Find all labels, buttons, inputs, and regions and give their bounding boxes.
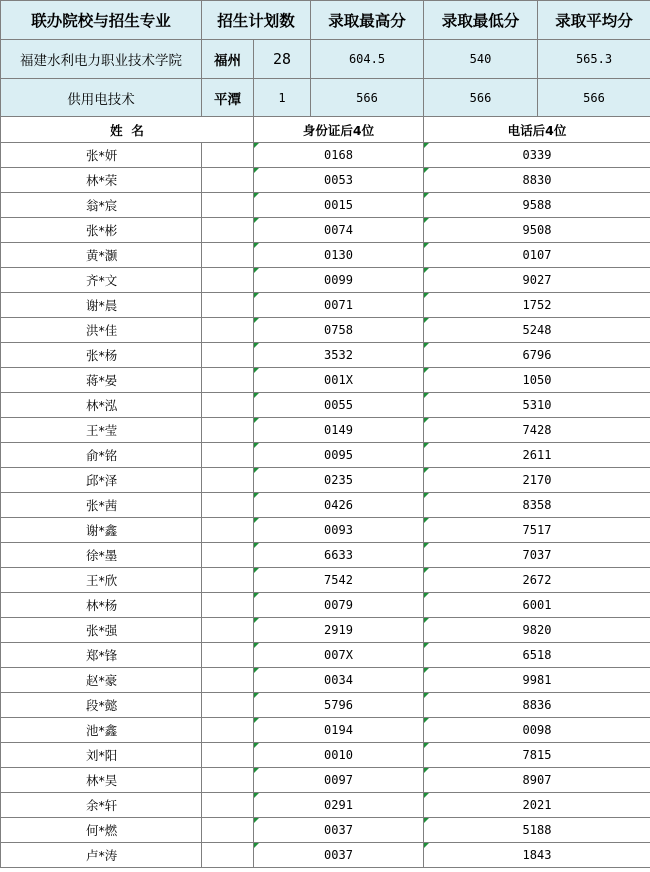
phone-last4-cell bbox=[424, 793, 650, 818]
id-last4-cell bbox=[254, 318, 424, 343]
table-row bbox=[1, 718, 650, 743]
text-format-indicator-icon bbox=[254, 743, 259, 748]
empty-cell bbox=[202, 618, 254, 643]
text-format-indicator-icon bbox=[254, 368, 259, 373]
student-name: 谢*晨 bbox=[1, 293, 202, 318]
text-format-indicator-icon bbox=[424, 443, 429, 448]
id-last4-cell bbox=[254, 343, 424, 368]
phone-last4: 9981 bbox=[522, 673, 552, 687]
empty-cell bbox=[202, 593, 254, 618]
header-min-score: 录取最低分 bbox=[424, 1, 538, 40]
text-format-indicator-icon bbox=[254, 443, 259, 448]
student-name: 俞*铭 bbox=[1, 443, 202, 468]
id-last4-cell bbox=[254, 543, 424, 568]
table-row bbox=[1, 843, 650, 868]
phone-last4-cell bbox=[424, 843, 650, 868]
student-name: 蒋*晏 bbox=[1, 368, 202, 393]
text-format-indicator-icon bbox=[254, 243, 259, 248]
text-format-indicator-icon bbox=[254, 193, 259, 198]
empty-cell bbox=[202, 793, 254, 818]
avg-score: 565.3 bbox=[538, 40, 650, 79]
text-format-indicator-icon bbox=[254, 143, 259, 148]
header-phone-last4: 电话后4位 bbox=[424, 117, 650, 143]
text-format-indicator-icon bbox=[254, 693, 259, 698]
text-format-indicator-icon bbox=[424, 618, 429, 623]
phone-last4: 6796 bbox=[522, 348, 552, 362]
text-format-indicator-icon bbox=[424, 493, 429, 498]
table-row bbox=[1, 818, 650, 843]
student-name: 张*杨 bbox=[1, 343, 202, 368]
text-format-indicator-icon bbox=[424, 668, 429, 673]
table-row bbox=[1, 268, 650, 293]
phone-last4: 5188 bbox=[522, 823, 552, 837]
phone-last4: 7815 bbox=[522, 748, 552, 762]
id-last4-cell bbox=[254, 768, 424, 793]
empty-cell bbox=[202, 318, 254, 343]
phone-last4-cell bbox=[424, 193, 650, 218]
phone-last4-cell bbox=[424, 493, 650, 518]
phone-last4: 0098 bbox=[522, 723, 552, 737]
student-name: 段*懿 bbox=[1, 693, 202, 718]
table-row bbox=[1, 618, 650, 643]
empty-cell bbox=[202, 693, 254, 718]
id-last4-cell bbox=[254, 193, 424, 218]
phone-last4-cell bbox=[424, 218, 650, 243]
phone-last4: 8830 bbox=[522, 173, 552, 187]
text-format-indicator-icon bbox=[254, 393, 259, 398]
admission-summary-table bbox=[0, 0, 650, 117]
phone-last4-cell bbox=[424, 768, 650, 793]
id-last4: 0095 bbox=[324, 448, 353, 462]
id-last4: 3532 bbox=[324, 348, 353, 362]
phone-last4: 9508 bbox=[522, 223, 552, 237]
table-row bbox=[1, 543, 650, 568]
id-last4: 0097 bbox=[324, 773, 353, 787]
phone-last4-cell bbox=[424, 268, 650, 293]
id-last4: 7542 bbox=[324, 573, 353, 587]
table-row bbox=[1, 393, 650, 418]
text-format-indicator-icon bbox=[254, 268, 259, 273]
text-format-indicator-icon bbox=[254, 468, 259, 473]
text-format-indicator-icon bbox=[254, 793, 259, 798]
text-format-indicator-icon bbox=[424, 143, 429, 148]
phone-last4-cell bbox=[424, 393, 650, 418]
id-last4: 0079 bbox=[324, 598, 353, 612]
phone-last4: 9588 bbox=[522, 198, 552, 212]
student-name: 池*鑫 bbox=[1, 718, 202, 743]
phone-last4-cell bbox=[424, 168, 650, 193]
phone-last4-cell bbox=[424, 518, 650, 543]
phone-last4-cell bbox=[424, 568, 650, 593]
table-row bbox=[1, 418, 650, 443]
id-last4: 0099 bbox=[324, 273, 353, 287]
phone-last4-cell bbox=[424, 718, 650, 743]
campus-label: 平潭 bbox=[202, 79, 254, 117]
avg-score: 566 bbox=[538, 79, 650, 117]
text-format-indicator-icon bbox=[254, 218, 259, 223]
text-format-indicator-icon bbox=[424, 593, 429, 598]
text-format-indicator-icon bbox=[254, 668, 259, 673]
empty-cell bbox=[202, 468, 254, 493]
id-last4-cell bbox=[254, 743, 424, 768]
phone-last4-cell bbox=[424, 818, 650, 843]
id-last4: 0071 bbox=[324, 298, 353, 312]
phone-last4-cell bbox=[424, 143, 650, 168]
text-format-indicator-icon bbox=[254, 568, 259, 573]
student-name: 林*泓 bbox=[1, 393, 202, 418]
phone-last4: 0107 bbox=[522, 248, 552, 262]
text-format-indicator-icon bbox=[254, 293, 259, 298]
text-format-indicator-icon bbox=[254, 593, 259, 598]
text-format-indicator-icon bbox=[254, 343, 259, 348]
text-format-indicator-icon bbox=[424, 268, 429, 273]
student-name: 郑*锋 bbox=[1, 643, 202, 668]
phone-last4: 9820 bbox=[522, 623, 552, 637]
table-row bbox=[1, 768, 650, 793]
id-last4: 0015 bbox=[324, 198, 353, 212]
empty-cell bbox=[202, 368, 254, 393]
phone-last4: 7517 bbox=[522, 523, 552, 537]
header-plan: 招生计划数 bbox=[202, 1, 311, 40]
text-format-indicator-icon bbox=[254, 418, 259, 423]
student-name: 谢*鑫 bbox=[1, 518, 202, 543]
text-format-indicator-icon bbox=[254, 543, 259, 548]
id-last4-cell bbox=[254, 693, 424, 718]
id-last4: 007X bbox=[324, 648, 353, 662]
text-format-indicator-icon bbox=[254, 643, 259, 648]
max-score: 566 bbox=[311, 79, 424, 117]
id-last4: 0130 bbox=[324, 248, 353, 262]
phone-last4: 8907 bbox=[522, 773, 552, 787]
text-format-indicator-icon bbox=[424, 518, 429, 523]
empty-cell bbox=[202, 443, 254, 468]
header-name: 姓 名 bbox=[1, 117, 254, 143]
text-format-indicator-icon bbox=[254, 618, 259, 623]
table-row bbox=[1, 468, 650, 493]
id-last4: 5796 bbox=[324, 698, 353, 712]
empty-cell bbox=[202, 243, 254, 268]
text-format-indicator-icon bbox=[424, 318, 429, 323]
empty-cell bbox=[202, 718, 254, 743]
id-last4-cell bbox=[254, 418, 424, 443]
table-row bbox=[1, 368, 650, 393]
phone-last4: 9027 bbox=[522, 273, 552, 287]
phone-last4: 8836 bbox=[522, 698, 552, 712]
id-last4-cell bbox=[254, 668, 424, 693]
phone-last4: 2170 bbox=[522, 473, 552, 487]
id-last4: 0426 bbox=[324, 498, 353, 512]
id-last4: 2919 bbox=[324, 623, 353, 637]
id-last4-cell bbox=[254, 843, 424, 868]
text-format-indicator-icon bbox=[424, 168, 429, 173]
id-last4-cell bbox=[254, 593, 424, 618]
text-format-indicator-icon bbox=[424, 743, 429, 748]
text-format-indicator-icon bbox=[254, 518, 259, 523]
id-last4: 0194 bbox=[324, 723, 353, 737]
table-row bbox=[1, 793, 650, 818]
empty-cell bbox=[202, 268, 254, 293]
empty-cell bbox=[202, 643, 254, 668]
phone-last4: 7037 bbox=[522, 548, 552, 562]
phone-last4-cell bbox=[424, 643, 650, 668]
admitted-students-table bbox=[0, 116, 650, 868]
text-format-indicator-icon bbox=[424, 193, 429, 198]
phone-last4: 2021 bbox=[522, 798, 552, 812]
id-last4-cell bbox=[254, 518, 424, 543]
phone-last4: 6001 bbox=[522, 598, 552, 612]
text-format-indicator-icon bbox=[254, 318, 259, 323]
student-name: 张*妍 bbox=[1, 143, 202, 168]
student-name: 刘*阳 bbox=[1, 743, 202, 768]
phone-last4-cell bbox=[424, 543, 650, 568]
empty-cell bbox=[202, 418, 254, 443]
text-format-indicator-icon bbox=[424, 843, 429, 848]
empty-cell bbox=[202, 143, 254, 168]
student-name: 王*欣 bbox=[1, 568, 202, 593]
text-format-indicator-icon bbox=[424, 793, 429, 798]
table-row bbox=[1, 743, 650, 768]
empty-cell bbox=[202, 818, 254, 843]
id-last4-cell bbox=[254, 718, 424, 743]
phone-last4: 0339 bbox=[522, 148, 552, 162]
table-row bbox=[1, 343, 650, 368]
text-format-indicator-icon bbox=[424, 768, 429, 773]
table-row bbox=[1, 293, 650, 318]
table-row bbox=[1, 193, 650, 218]
phone-last4-cell bbox=[424, 343, 650, 368]
phone-last4-cell bbox=[424, 243, 650, 268]
text-format-indicator-icon bbox=[424, 543, 429, 548]
student-name: 林*荣 bbox=[1, 168, 202, 193]
empty-cell bbox=[202, 843, 254, 868]
text-format-indicator-icon bbox=[424, 818, 429, 823]
phone-last4-cell bbox=[424, 318, 650, 343]
table-row bbox=[1, 518, 650, 543]
id-last4-cell bbox=[254, 643, 424, 668]
text-format-indicator-icon bbox=[424, 718, 429, 723]
id-last4: 0093 bbox=[324, 523, 353, 537]
min-score: 540 bbox=[424, 40, 538, 79]
id-last4: 0055 bbox=[324, 398, 353, 412]
empty-cell bbox=[202, 393, 254, 418]
id-last4-cell bbox=[254, 568, 424, 593]
text-format-indicator-icon bbox=[424, 468, 429, 473]
id-last4: 0235 bbox=[324, 473, 353, 487]
text-format-indicator-icon bbox=[424, 418, 429, 423]
text-format-indicator-icon bbox=[424, 343, 429, 348]
table-row bbox=[1, 668, 650, 693]
header-max-score: 录取最高分 bbox=[311, 1, 424, 40]
list-header-row bbox=[1, 117, 650, 143]
empty-cell bbox=[202, 218, 254, 243]
empty-cell bbox=[202, 168, 254, 193]
id-last4-cell bbox=[254, 168, 424, 193]
table-row bbox=[1, 643, 650, 668]
student-name: 赵*豪 bbox=[1, 668, 202, 693]
id-last4-cell bbox=[254, 368, 424, 393]
phone-last4: 1050 bbox=[522, 373, 552, 387]
student-name: 齐*文 bbox=[1, 268, 202, 293]
student-name: 张*彬 bbox=[1, 218, 202, 243]
phone-last4-cell bbox=[424, 368, 650, 393]
id-last4-cell bbox=[254, 818, 424, 843]
table-row bbox=[1, 243, 650, 268]
student-name: 邱*泽 bbox=[1, 468, 202, 493]
id-last4-cell bbox=[254, 218, 424, 243]
phone-last4: 7428 bbox=[522, 423, 552, 437]
table-row bbox=[1, 318, 650, 343]
phone-last4: 2672 bbox=[522, 573, 552, 587]
text-format-indicator-icon bbox=[254, 818, 259, 823]
summary-header-row bbox=[1, 1, 650, 40]
text-format-indicator-icon bbox=[254, 718, 259, 723]
id-last4-cell bbox=[254, 618, 424, 643]
plan-count: 28 bbox=[254, 40, 311, 79]
student-name: 王*莹 bbox=[1, 418, 202, 443]
text-format-indicator-icon bbox=[424, 643, 429, 648]
student-name: 余*轩 bbox=[1, 793, 202, 818]
id-last4: 0168 bbox=[324, 148, 353, 162]
table-row bbox=[1, 443, 650, 468]
student-name: 张*茜 bbox=[1, 493, 202, 518]
student-name: 卢*涛 bbox=[1, 843, 202, 868]
phone-last4-cell bbox=[424, 443, 650, 468]
header-avg-score: 录取平均分 bbox=[538, 1, 650, 40]
id-last4-cell bbox=[254, 243, 424, 268]
text-format-indicator-icon bbox=[424, 368, 429, 373]
id-last4-cell bbox=[254, 143, 424, 168]
major-name: 供用电技术 bbox=[1, 79, 202, 117]
id-last4: 0037 bbox=[324, 823, 353, 837]
student-name: 黄*灏 bbox=[1, 243, 202, 268]
empty-cell bbox=[202, 518, 254, 543]
id-last4: 0010 bbox=[324, 748, 353, 762]
id-last4: 0053 bbox=[324, 173, 353, 187]
empty-cell bbox=[202, 343, 254, 368]
table-row bbox=[1, 593, 650, 618]
phone-last4: 8358 bbox=[522, 498, 552, 512]
student-name: 林*杨 bbox=[1, 593, 202, 618]
phone-last4-cell bbox=[424, 593, 650, 618]
text-format-indicator-icon bbox=[254, 843, 259, 848]
summary-row-pingtan bbox=[1, 79, 650, 117]
student-name: 何*燃 bbox=[1, 818, 202, 843]
phone-last4-cell bbox=[424, 743, 650, 768]
id-last4-cell bbox=[254, 393, 424, 418]
student-name: 张*强 bbox=[1, 618, 202, 643]
table-row bbox=[1, 168, 650, 193]
plan-count: 1 bbox=[254, 79, 311, 117]
phone-last4-cell bbox=[424, 293, 650, 318]
text-format-indicator-icon bbox=[424, 393, 429, 398]
id-last4: 0074 bbox=[324, 223, 353, 237]
max-score: 604.5 bbox=[311, 40, 424, 79]
campus-label: 福州 bbox=[202, 40, 254, 79]
id-last4-cell bbox=[254, 293, 424, 318]
id-last4-cell bbox=[254, 443, 424, 468]
empty-cell bbox=[202, 193, 254, 218]
empty-cell bbox=[202, 743, 254, 768]
id-last4-cell bbox=[254, 268, 424, 293]
phone-last4-cell bbox=[424, 693, 650, 718]
empty-cell bbox=[202, 293, 254, 318]
id-last4: 0149 bbox=[324, 423, 353, 437]
phone-last4-cell bbox=[424, 618, 650, 643]
table-row bbox=[1, 693, 650, 718]
text-format-indicator-icon bbox=[424, 243, 429, 248]
min-score: 566 bbox=[424, 79, 538, 117]
table-row bbox=[1, 493, 650, 518]
phone-last4-cell bbox=[424, 668, 650, 693]
header-id-last4: 身份证后4位 bbox=[254, 117, 424, 143]
text-format-indicator-icon bbox=[424, 218, 429, 223]
table-row bbox=[1, 218, 650, 243]
student-name: 洪*佳 bbox=[1, 318, 202, 343]
phone-last4-cell bbox=[424, 418, 650, 443]
id-last4: 001X bbox=[324, 373, 353, 387]
text-format-indicator-icon bbox=[254, 168, 259, 173]
id-last4-cell bbox=[254, 468, 424, 493]
phone-last4-cell bbox=[424, 468, 650, 493]
phone-last4: 5310 bbox=[522, 398, 552, 412]
student-name: 翁*宸 bbox=[1, 193, 202, 218]
id-last4: 0291 bbox=[324, 798, 353, 812]
summary-row-fuzhou bbox=[1, 40, 650, 79]
phone-last4: 5248 bbox=[522, 323, 552, 337]
text-format-indicator-icon bbox=[424, 693, 429, 698]
phone-last4: 1752 bbox=[522, 298, 552, 312]
empty-cell bbox=[202, 768, 254, 793]
empty-cell bbox=[202, 543, 254, 568]
text-format-indicator-icon bbox=[254, 768, 259, 773]
id-last4-cell bbox=[254, 493, 424, 518]
student-name: 林*昊 bbox=[1, 768, 202, 793]
phone-last4: 2611 bbox=[522, 448, 552, 462]
id-last4: 0037 bbox=[324, 848, 353, 862]
text-format-indicator-icon bbox=[424, 293, 429, 298]
id-last4: 6633 bbox=[324, 548, 353, 562]
school-name: 福建水利电力职业技术学院 bbox=[1, 40, 202, 79]
phone-last4: 6518 bbox=[522, 648, 552, 662]
id-last4-cell bbox=[254, 793, 424, 818]
header-school-major: 联办院校与招生专业 bbox=[1, 1, 202, 40]
id-last4: 0034 bbox=[324, 673, 353, 687]
empty-cell bbox=[202, 493, 254, 518]
table-row bbox=[1, 568, 650, 593]
phone-last4: 1843 bbox=[522, 848, 552, 862]
empty-cell bbox=[202, 668, 254, 693]
text-format-indicator-icon bbox=[254, 493, 259, 498]
id-last4: 0758 bbox=[324, 323, 353, 337]
table-row bbox=[1, 143, 650, 168]
text-format-indicator-icon bbox=[424, 568, 429, 573]
student-name: 徐*墨 bbox=[1, 543, 202, 568]
empty-cell bbox=[202, 568, 254, 593]
